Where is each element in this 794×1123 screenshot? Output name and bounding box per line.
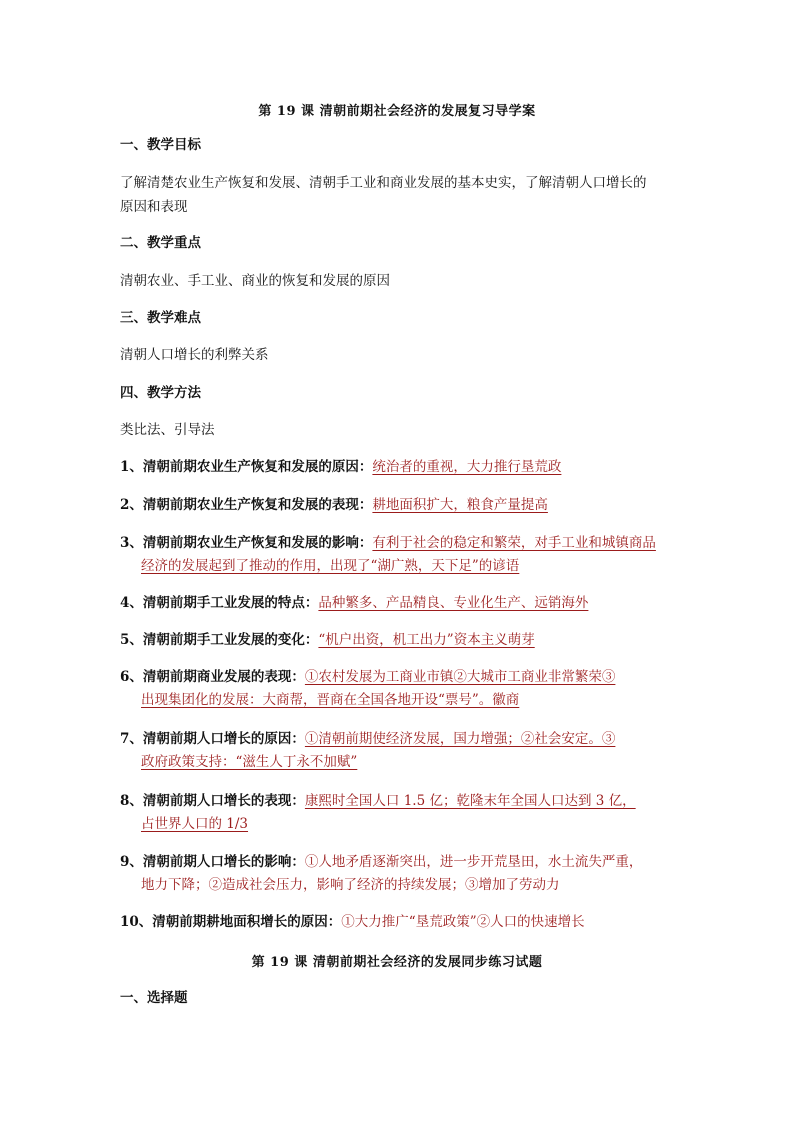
difficulties-text: 清朝人口增长的利弊关系 bbox=[120, 347, 269, 363]
item-5 bbox=[120, 629, 690, 652]
item-5-question: 5、清朝前期手工业发展的变化： bbox=[120, 632, 319, 648]
item-1-question: 1、清朝前期农业生产恢复和发展的原因： bbox=[120, 459, 373, 475]
methods-text: 类比法、引导法 bbox=[120, 422, 215, 438]
item-3 bbox=[120, 532, 690, 555]
item-8-answer-line2: 占世界人口的 1/3 bbox=[141, 816, 249, 832]
item-7-answer-line2: 政府政策支持：“滋生人丁永不加赋” bbox=[141, 754, 358, 770]
item-6-answer-line1: ①农村发展为工商业市镇②大城市工商业非常繁荣③ bbox=[304, 669, 616, 685]
item-1 bbox=[120, 456, 690, 479]
item-4-question: 4、清朝前期手工业发展的特点： bbox=[120, 595, 319, 611]
item-8-answer-line1: 康熙时全国人口 1.5 亿；乾隆末年全国人口达到 3 亿， bbox=[304, 793, 636, 809]
item-6-question: 6、清朝前期商业发展的表现： bbox=[120, 669, 305, 685]
item-6-answer-line2: 出现集团化的发展：大商帮，晋商在全国各地开设“票号”。徽商 bbox=[141, 692, 520, 708]
item-5-answer: “机户出资，机工出力”资本主义萌芽 bbox=[318, 632, 535, 648]
item-10 bbox=[120, 911, 690, 934]
item-3-answer-line2: 经济的发展起到了推动的作用，出现了“湖广熟，天下足”的谚语 bbox=[141, 558, 520, 574]
item-7-answer-line1: ①清朝前期使经济发展，国力增强；②社会安定。③ bbox=[304, 731, 616, 747]
item-4-answer: 品种繁多、产品精良、专业化生产、远销海外 bbox=[318, 595, 589, 611]
item-2 bbox=[120, 494, 690, 517]
section-heading-multiple-choice: 一、选择题 bbox=[120, 990, 188, 1006]
item-6 bbox=[120, 666, 690, 689]
item-7-cont bbox=[120, 751, 690, 774]
item-4 bbox=[120, 592, 690, 615]
item-9-answer-line2: 地力下降；②造成社会压力，影响了经济的持续发展；③增加了劳动力 bbox=[141, 877, 560, 893]
item-10-question: 10、清朝前期耕地面积增长的原因： bbox=[120, 914, 342, 930]
item-1-answer: 统治者的重视，大力推行垦荒政 bbox=[372, 459, 562, 475]
item-6-cont bbox=[120, 689, 690, 712]
objectives-text-line2: 原因和表现 bbox=[120, 199, 188, 215]
item-8-question: 8、清朝前期人口增长的表现： bbox=[120, 793, 305, 809]
item-8-cont bbox=[120, 813, 690, 836]
section-heading-methods: 四、教学方法 bbox=[120, 385, 201, 401]
item-7-question: 7、清朝前期人口增长的原因： bbox=[120, 731, 305, 747]
item-2-question: 2、清朝前期农业生产恢复和发展的表现： bbox=[120, 497, 373, 513]
section-heading-difficulties: 三、教学难点 bbox=[120, 310, 201, 326]
item-3-question: 3、清朝前期农业生产恢复和发展的影响： bbox=[120, 535, 373, 551]
item-2-answer: 耕地面积扩大，粮食产量提高 bbox=[372, 497, 548, 513]
item-9-question: 9、清朝前期人口增长的影响： bbox=[120, 854, 305, 870]
item-9-cont bbox=[120, 874, 690, 897]
item-9-answer-line1: ①人地矛盾逐渐突出，进一步开荒垦田，水土流失严重， bbox=[304, 854, 643, 870]
exercise-title: 第 19 课 清朝前期社会经济的发展同步练习试题 bbox=[251, 955, 543, 970]
doc-title: 第 19 课 清朝前期社会经济的发展复习导学案 bbox=[258, 104, 536, 119]
item-3-answer-line1: 有利于社会的稳定和繁荣，对手工业和城镇商品 bbox=[372, 535, 656, 551]
objectives-text-line1: 了解清楚农业生产恢复和发展、清朝手工业和商业发展的基本史实，了解清朝人口增长的 bbox=[120, 175, 647, 191]
item-10-answer: ①大力推广“垦荒政策”②人口的快速增长 bbox=[341, 914, 585, 930]
item-9 bbox=[120, 851, 690, 874]
item-3-cont bbox=[120, 555, 690, 578]
section-heading-key-points: 二、教学重点 bbox=[120, 235, 201, 251]
item-8 bbox=[120, 790, 690, 813]
key-points-text: 清朝农业、手工业、商业的恢复和发展的原因 bbox=[120, 273, 390, 289]
item-7 bbox=[120, 728, 690, 751]
section-heading-objectives: 一、教学目标 bbox=[120, 137, 201, 153]
